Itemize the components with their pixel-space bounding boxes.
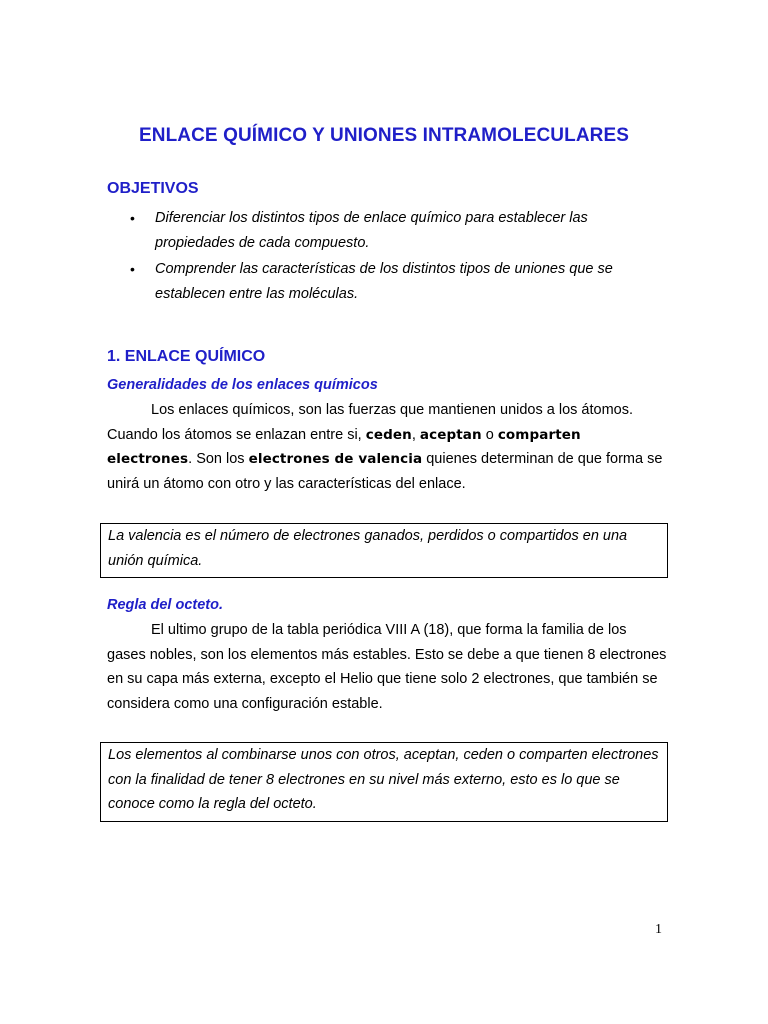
paragraph-text: , <box>411 426 420 443</box>
objetivo-text: Diferenciar los distintos tipos de enlace químico para establecer las propiedades de cada compuesto. <box>155 210 588 251</box>
bold-term: comparten electrones <box>107 426 581 467</box>
paragraph-text: Los enlaces químicos, son las fuerzas que mantienen unidos a los átomos. Cuando los átomos se enlazan entre si, <box>107 402 633 443</box>
objetivo-text: Comprender las características de los distintos tipos de uniones que se establecen entre las moléculas. <box>155 261 613 302</box>
octeto-paragraph <box>107 618 667 716</box>
bold-term: aceptan <box>419 426 482 443</box>
octeto-rule-box <box>100 742 668 822</box>
bold-term: electrones de valencia <box>248 451 423 467</box>
paragraph-text: quienes determinan de que forma se unirá un átomo con otro y las características del enlace. <box>107 451 663 492</box>
document-title: ENLACE QUÍMICO Y UNIONES INTRAMOLECULARES <box>138 125 630 146</box>
page-number: 1 <box>655 922 662 937</box>
generalidades-subheading: Generalidades de los enlaces químicos <box>107 377 378 393</box>
paragraph-text: El ultimo grupo de la tabla periódica VIII A (18), que forma la familia de los gases nobles, son los elementos más estables. Esto se debe a que tienen 8 electrones en su capa más externa, excepto el Helio que tiene solo 2 electrones, que también se considera como una configuración estable. <box>107 622 667 712</box>
box-text: Los elementos al combinarse unos con otros, aceptan, ceden o comparten electrones con la finalidad de tener 8 electrones en su nivel más externo, esto es lo que se conoce como la regla del octeto. <box>108 747 659 812</box>
valencia-definition-box <box>100 523 668 578</box>
generalidades-paragraph <box>107 398 667 496</box>
list-item <box>130 257 650 307</box>
bullet-icon: • <box>130 210 135 226</box>
objetivos-list <box>130 206 650 308</box>
objetivos-heading: OBJETIVOS <box>107 180 199 197</box>
box-text: La valencia es el número de electrones ganados, perdidos o compartidos en una unión química. <box>108 528 628 569</box>
bold-term: ceden <box>365 426 412 443</box>
section-heading: 1. ENLACE QUÍMICO <box>107 348 266 365</box>
paragraph-text: . Son los <box>188 451 249 467</box>
paragraph-text: o <box>481 426 498 443</box>
octeto-subheading: Regla del octeto. <box>107 597 224 613</box>
list-item <box>130 206 650 256</box>
bullet-icon: • <box>130 261 135 277</box>
